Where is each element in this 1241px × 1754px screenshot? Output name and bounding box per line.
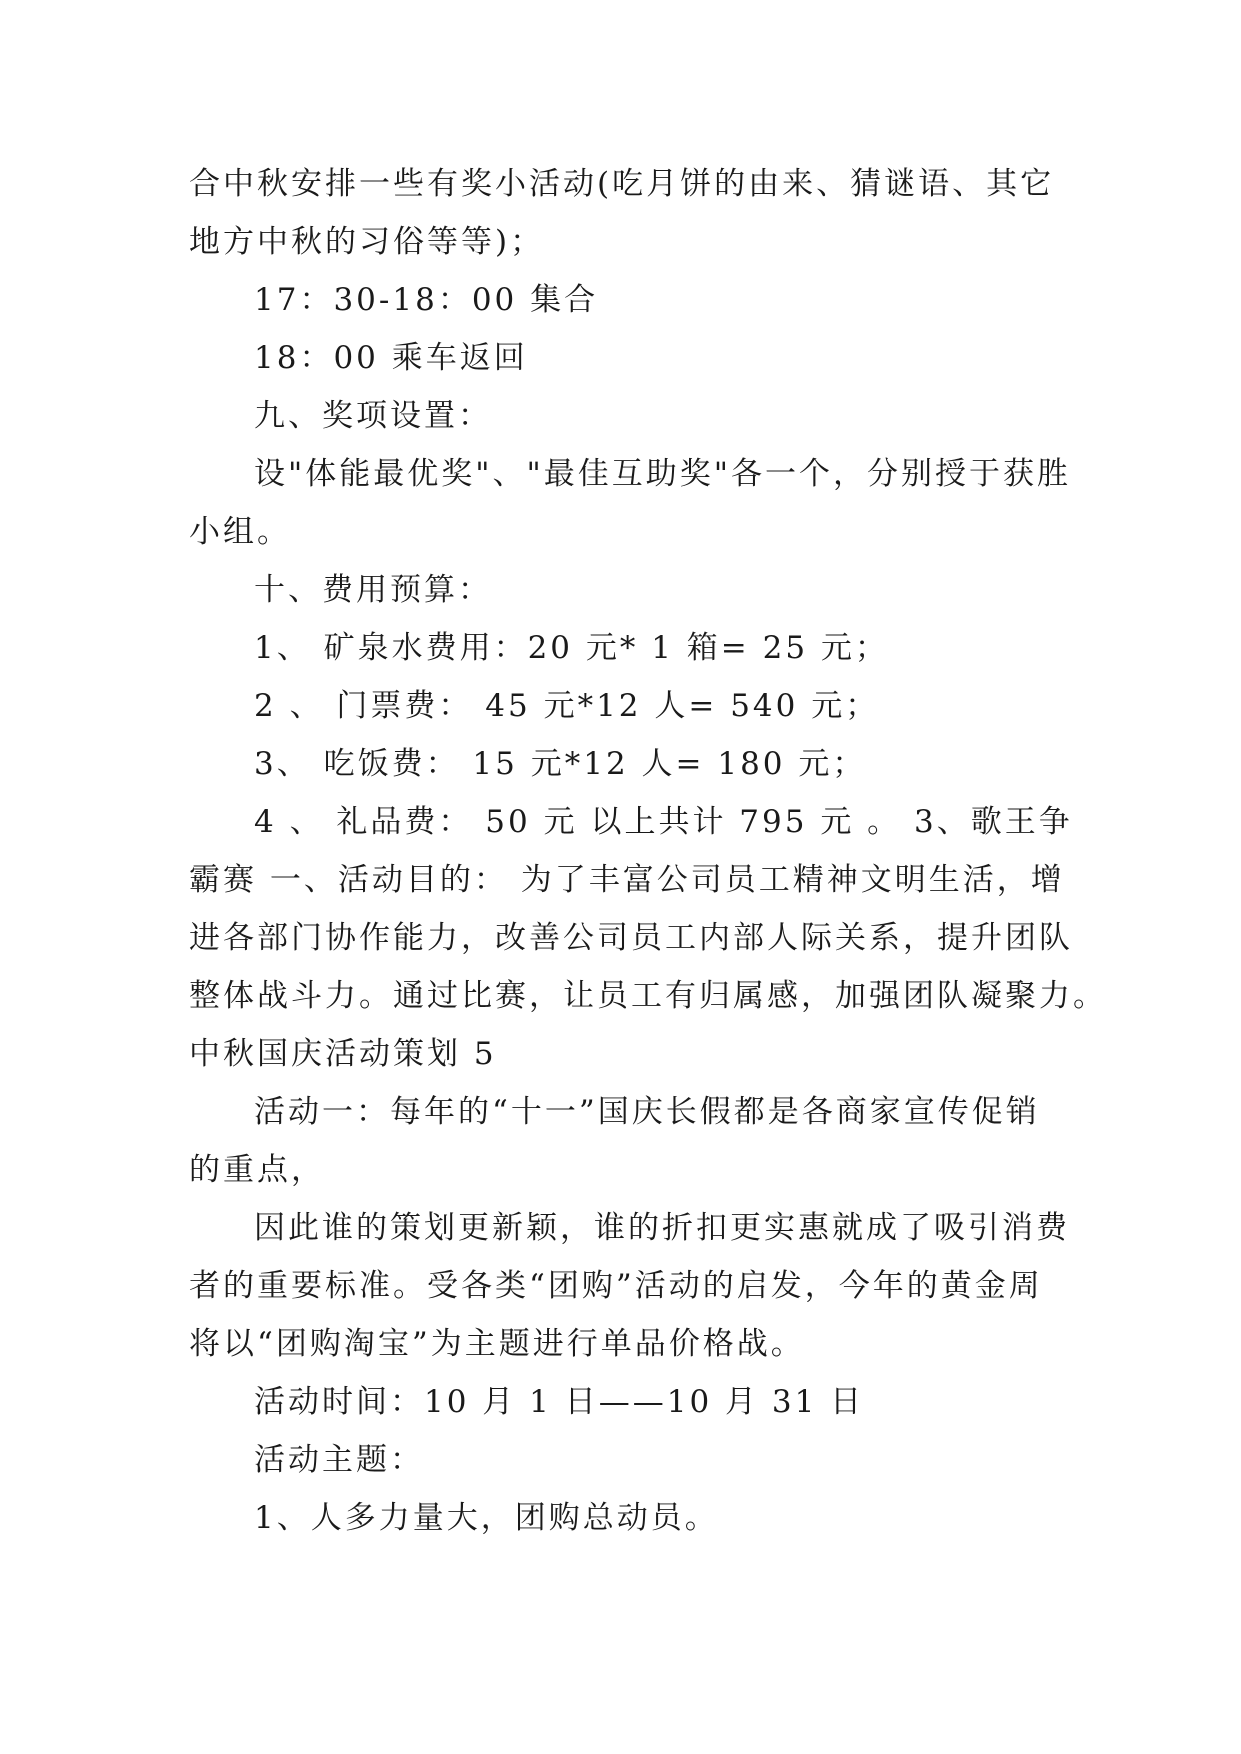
body-text-line: 的重点， (189, 1152, 325, 1188)
list-item: 4 、 礼品费： 50 元 以上共计 795 元 。 3、歌王争 (254, 804, 1073, 840)
section-heading: 活动主题： (254, 1442, 424, 1478)
body-text-line: 合中秋安排一些有奖小活动(吃月饼的由来、猜谜语、其它 (189, 166, 1055, 202)
body-text-line: 整体战斗力。通过比赛，让员工有归属感，加强团队凝聚力。 (189, 978, 1107, 1014)
section-heading: 九、奖项设置： (254, 398, 492, 434)
body-text-line: 因此谁的策划更新颖，谁的折扣更实惠就成了吸引消费 (254, 1210, 1070, 1246)
body-text-line: 活动一：每年的“十一”国庆长假都是各商家宣传促销 (254, 1094, 1040, 1130)
list-item: 1、人多力量大，团购总动员。 (254, 1500, 719, 1536)
body-text-line: 小组。 (189, 514, 291, 550)
body-text-line: 霸赛 一、活动目的： 为了丰富公司员工精神文明生活，增 (189, 862, 1065, 898)
body-text-line: 17：30-18：00 集合 (254, 282, 599, 318)
list-item: 3、 吃饭费： 15 元*12 人= 180 元； (254, 746, 867, 782)
body-text-line: 者的重要标准。受各类“团购”活动的启发，今年的黄金周 (189, 1268, 1043, 1304)
body-text-line: 地方中秋的习俗等等)； (189, 224, 545, 260)
body-text-line: 设"体能最优奖"、"最佳互助奖"各一个，分别授于获胜 (254, 456, 1072, 492)
section-title: 中秋国庆活动策划 5 (189, 1036, 497, 1072)
list-item: 1、 矿泉水费用：20 元* 1 箱= 25 元； (254, 630, 889, 666)
body-text-line: 将以“团购淘宝”为主题进行单品价格战。 (189, 1326, 805, 1362)
body-text-line: 18：00 乘车返回 (254, 340, 528, 376)
body-text-line: 活动时间：10 月 1 日——10 月 31 日 (254, 1384, 865, 1420)
section-heading: 十、费用预算： (254, 572, 492, 608)
list-item: 2 、 门票费： 45 元*12 人= 540 元； (254, 688, 880, 724)
body-text-line: 进各部门协作能力，改善公司员工内部人际关系，提升团队 (189, 920, 1073, 956)
